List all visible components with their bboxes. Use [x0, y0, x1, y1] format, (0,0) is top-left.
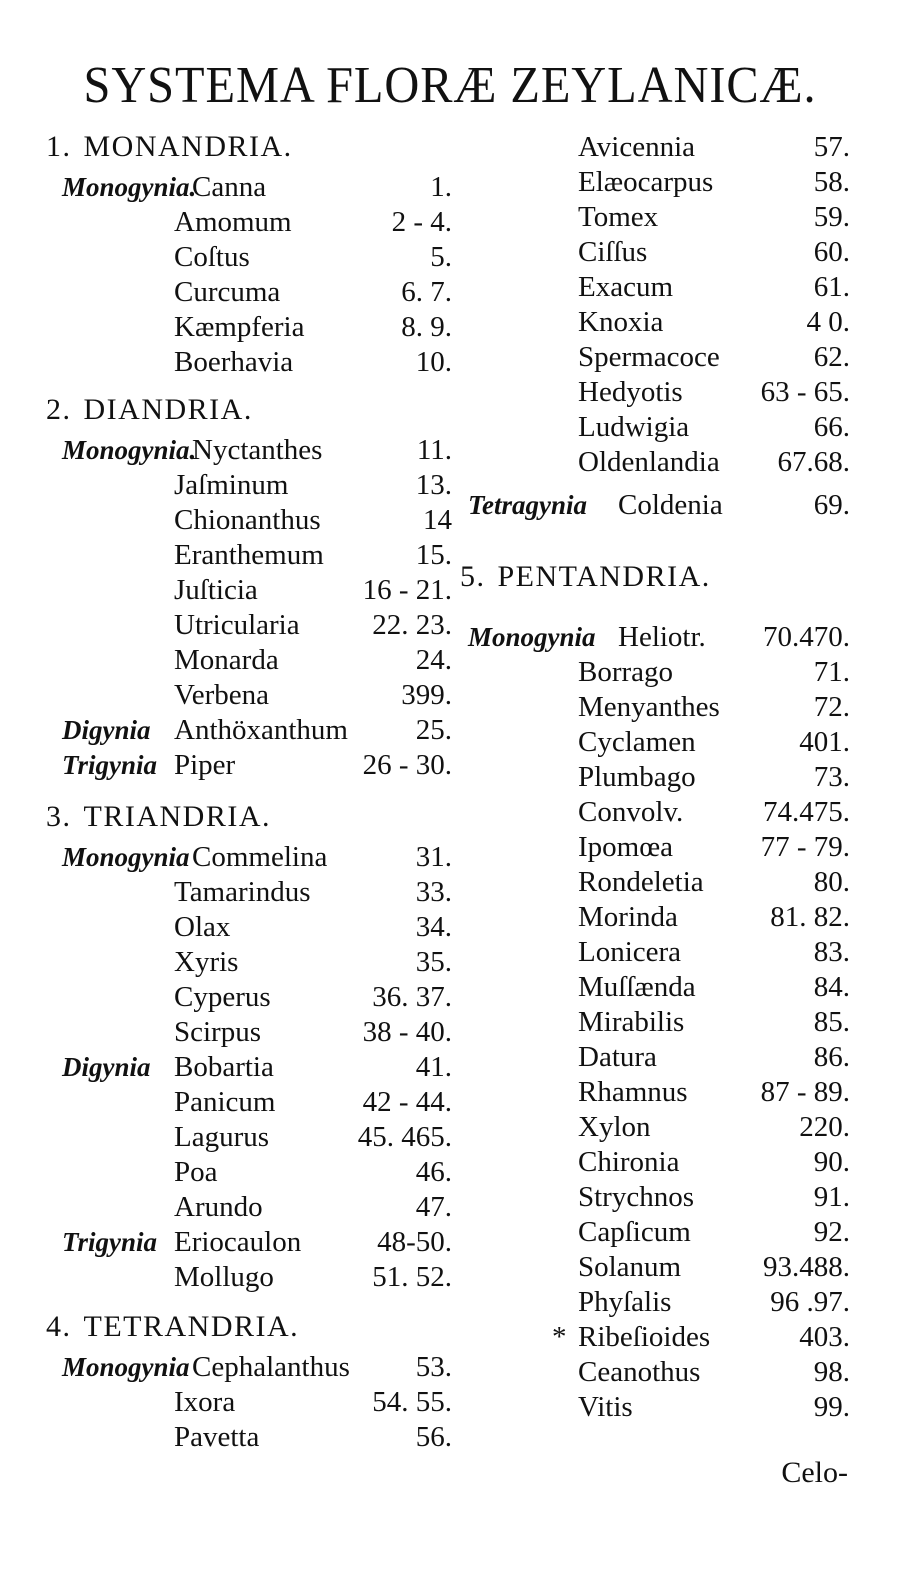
class-heading	[46, 1310, 299, 1344]
page-number: 74.475.	[763, 796, 850, 828]
genus-name: Heliotr.	[618, 621, 706, 653]
page-number: 58.	[813, 166, 850, 198]
genus-name: Nyctanthes	[192, 434, 323, 466]
list-item	[62, 1120, 452, 1154]
genus-name: Cephalanthus	[192, 1351, 350, 1383]
genus-name: Xyris	[174, 946, 239, 978]
page-title: SYSTEMA FLORÆ ZEYLANICÆ.	[83, 57, 817, 114]
page-number: 399.	[401, 679, 452, 711]
list-item	[62, 1085, 452, 1119]
list-item	[468, 1390, 850, 1424]
list-item	[468, 200, 850, 234]
genus-name: Menyanthes	[578, 691, 720, 723]
asterisk-mark: *	[552, 1321, 567, 1353]
genus-name: Ribeſioides	[578, 1321, 711, 1353]
list-item	[468, 1250, 850, 1284]
page-number: 57.	[813, 131, 850, 163]
list-item	[468, 725, 850, 759]
genus-name: Lagurus	[174, 1121, 270, 1153]
list-item	[468, 1040, 850, 1074]
order-label: Monogynia	[62, 1352, 190, 1382]
list-item	[468, 900, 850, 934]
page-number: 38 - 40.	[362, 1016, 452, 1048]
genus-name: Olax	[174, 911, 231, 943]
page-number: 47.	[415, 1191, 452, 1223]
page-number: 26 - 30.	[362, 749, 452, 781]
list-item	[62, 433, 452, 467]
genus-name: Hedyotis	[578, 376, 683, 408]
list-item	[468, 1110, 850, 1144]
genus-name: Vitis	[578, 1391, 633, 1423]
order-label: Trigynia	[62, 1227, 158, 1257]
class-number: 1.	[46, 130, 72, 163]
genus-name: Ixora	[174, 1386, 236, 1418]
list-item	[468, 620, 850, 654]
page-number: 51. 52.	[372, 1261, 452, 1293]
page-number: 22. 23.	[372, 609, 452, 641]
list-item	[468, 1285, 850, 1319]
page-number: 86.	[813, 1041, 850, 1073]
page-number: 69.	[813, 489, 850, 521]
list-item	[62, 1350, 452, 1384]
list-item	[62, 170, 452, 204]
page-number: 83.	[813, 936, 850, 968]
class-number: 5.	[460, 560, 486, 593]
genus-name: Monarda	[174, 644, 279, 676]
page-number: 61.	[813, 271, 850, 303]
page-number: 48-50.	[377, 1226, 452, 1258]
page-number: 73.	[813, 761, 850, 793]
genus-name: Xylon	[578, 1111, 651, 1143]
list-item	[468, 830, 850, 864]
genus-name: Knoxia	[578, 306, 664, 338]
class-name: TETRANDRIA.	[83, 1310, 300, 1343]
list-item	[468, 1075, 850, 1109]
page-number: 46.	[415, 1156, 452, 1188]
class-heading	[46, 393, 253, 427]
genus-name: Phyſalis	[578, 1286, 672, 1318]
list-item	[62, 468, 452, 502]
genus-name: Kæmpferia	[174, 311, 305, 343]
page-number: 81. 82.	[770, 901, 850, 933]
list-item	[468, 375, 850, 409]
genus-name: Cyclamen	[578, 726, 696, 758]
class-name: DIANDRIA.	[83, 393, 253, 426]
genus-name: Rhamnus	[578, 1076, 688, 1108]
genus-name: Spermacoce	[578, 341, 720, 373]
genus-name: Mollugo	[174, 1261, 274, 1293]
list-item	[62, 310, 452, 344]
list-item	[62, 205, 452, 239]
page-number: 31.	[415, 841, 452, 873]
list-item	[468, 655, 850, 689]
list-item	[468, 1180, 850, 1214]
genus-name: Capſicum	[578, 1216, 691, 1248]
genus-name: Pavetta	[174, 1421, 260, 1453]
class-name: TRIANDRIA.	[83, 800, 271, 833]
list-item	[62, 573, 452, 607]
list-item	[62, 1260, 452, 1294]
list-item	[62, 1155, 452, 1189]
genus-name: Lonicera	[578, 936, 682, 968]
genus-name: Arundo	[174, 1191, 263, 1223]
list-item	[468, 760, 850, 794]
page-number: 33.	[415, 876, 452, 908]
list-item	[468, 1005, 850, 1039]
page-number: 401.	[799, 726, 850, 758]
order-label: Monogynia.	[62, 172, 197, 202]
order-label: Tetragynia	[468, 490, 588, 520]
page-number: 66.	[813, 411, 850, 443]
class-heading	[460, 560, 711, 594]
list-item	[468, 130, 850, 164]
genus-name: Solanum	[578, 1251, 682, 1283]
genus-name: Ceanothus	[578, 1356, 701, 1388]
list-item	[468, 795, 850, 829]
order-label: Digynia	[62, 715, 151, 745]
page-number: 84.	[813, 971, 850, 1003]
genus-name: Tamarindus	[174, 876, 311, 908]
class-heading	[46, 800, 271, 834]
genus-name: Piper	[174, 749, 236, 781]
page-number: 80.	[813, 866, 850, 898]
page-number: 41.	[415, 1051, 452, 1083]
genus-name: Eriocaulon	[174, 1226, 302, 1258]
page-number: 60.	[813, 236, 850, 268]
page-number: 45. 465.	[357, 1121, 452, 1153]
list-item	[468, 410, 850, 444]
page-number: 92.	[813, 1216, 850, 1248]
class-number: 3.	[46, 800, 72, 833]
list-item	[62, 1385, 452, 1419]
genus-name: Coſtus	[174, 241, 250, 273]
genus-name: Juſticia	[174, 574, 258, 606]
page-number: 85.	[813, 1006, 850, 1038]
page-number: 10.	[415, 346, 452, 378]
order-label: Monogynia	[62, 842, 190, 872]
page-number: 59.	[813, 201, 850, 233]
list-item	[468, 1145, 850, 1179]
page-number: 4 0.	[806, 306, 850, 338]
class-number: 2.	[46, 393, 72, 426]
page-number: 11.	[416, 434, 452, 466]
genus-name: Curcuma	[174, 276, 281, 308]
genus-name: Eranthemum	[174, 539, 324, 571]
page-number: 67.68.	[777, 446, 850, 478]
order-label: Monogynia	[468, 622, 596, 652]
genus-name: Strychnos	[578, 1181, 694, 1213]
genus-name: Muſſænda	[578, 971, 696, 1003]
list-item	[62, 910, 452, 944]
list-item	[468, 165, 850, 199]
list-item	[468, 690, 850, 724]
genus-name: Ipomœa	[578, 831, 674, 863]
page-number: 96 .97.	[770, 1286, 850, 1318]
list-item	[62, 1190, 452, 1224]
genus-name: Morinda	[578, 901, 678, 933]
list-item	[62, 678, 452, 712]
page-number: 25.	[415, 714, 452, 746]
list-item	[62, 1015, 452, 1049]
list-item	[62, 503, 452, 537]
page-number: 13.	[415, 469, 452, 501]
genus-name: Canna	[192, 171, 267, 203]
genus-name: Plumbago	[578, 761, 696, 793]
genus-name: Commelina	[192, 841, 328, 873]
list-item	[468, 865, 850, 899]
page-number: 6. 7.	[401, 276, 452, 308]
genus-name: Borrago	[578, 656, 674, 688]
genus-name: Convolv.	[578, 796, 684, 828]
genus-name: Tomex	[578, 201, 659, 233]
genus-name: Poa	[174, 1156, 218, 1188]
page-number: 5.	[430, 241, 452, 273]
page-number: 56.	[415, 1421, 452, 1453]
genus-name: Oldenlandia	[578, 446, 720, 478]
genus-name: Bobartia	[174, 1051, 274, 1083]
genus-name: Boerhavia	[174, 346, 294, 378]
genus-name: Datura	[578, 1041, 657, 1073]
page-number: 54. 55.	[372, 1386, 452, 1418]
page-number: 15.	[415, 539, 452, 571]
genus-name: Chironia	[578, 1146, 680, 1178]
list-item	[62, 608, 452, 642]
list-item	[62, 1225, 452, 1259]
list-item	[468, 1320, 850, 1354]
list-item	[468, 445, 850, 479]
genus-name: Mirabilis	[578, 1006, 685, 1038]
page-number: 71.	[813, 656, 850, 688]
class-name: MONANDRIA.	[83, 130, 293, 163]
class-heading	[46, 130, 293, 164]
class-number: 4.	[46, 1310, 72, 1343]
list-item	[62, 345, 452, 379]
list-item	[468, 305, 850, 339]
genus-name: Ludwigia	[578, 411, 690, 443]
order-label: Digynia	[62, 1052, 151, 1082]
page-number: 72.	[813, 691, 850, 723]
genus-name: Elæocarpus	[578, 166, 714, 198]
list-item	[62, 840, 452, 874]
page-number: 403.	[799, 1321, 850, 1353]
genus-name: Utricularia	[174, 609, 300, 641]
list-item	[468, 970, 850, 1004]
list-item	[62, 643, 452, 677]
page-number: 1.	[430, 171, 452, 203]
list-item	[62, 875, 452, 909]
page-number: 34.	[415, 911, 452, 943]
genus-name: Amomum	[174, 206, 292, 238]
list-item	[62, 980, 452, 1014]
page-number: 91.	[813, 1181, 850, 1213]
list-item	[62, 275, 452, 309]
page-number: 220.	[799, 1111, 850, 1143]
page-number: 36. 37.	[372, 981, 452, 1013]
genus-name: Verbena	[174, 679, 270, 711]
list-item	[468, 1215, 850, 1249]
list-item	[62, 1050, 452, 1084]
page-number: 99.	[813, 1391, 850, 1423]
genus-name: Coldenia	[618, 489, 723, 521]
genus-name: Jaſminum	[174, 469, 289, 501]
page-number: 87 - 89.	[760, 1076, 850, 1108]
page-number: 70.470.	[763, 621, 850, 653]
page-number: 16 - 21.	[362, 574, 452, 606]
list-item	[468, 340, 850, 374]
list-item	[62, 713, 452, 747]
list-item	[468, 488, 850, 522]
page-number: 14	[423, 504, 452, 536]
list-item	[468, 235, 850, 269]
genus-name: Avicennia	[578, 131, 696, 163]
list-item	[468, 1355, 850, 1389]
list-item	[62, 240, 452, 274]
page-number: 24.	[415, 644, 452, 676]
list-item	[62, 945, 452, 979]
page-number: 77 - 79.	[760, 831, 850, 863]
page-number: 62.	[813, 341, 850, 373]
page-number: 35.	[415, 946, 452, 978]
list-item	[62, 748, 452, 782]
genus-name: Anthöxanthum	[174, 714, 348, 746]
page-number: 93.488.	[763, 1251, 850, 1283]
page-number: 42 - 44.	[362, 1086, 452, 1118]
order-label: Trigynia	[62, 750, 158, 780]
page-number: 2 - 4.	[391, 206, 452, 238]
order-label: Monogynia.	[62, 435, 197, 465]
page-number: 53.	[415, 1351, 452, 1383]
list-item	[62, 538, 452, 572]
genus-name: Scirpus	[174, 1016, 261, 1048]
page-number: 8. 9.	[401, 311, 452, 343]
list-item	[62, 1420, 452, 1454]
list-item	[468, 935, 850, 969]
page-number: 98.	[813, 1356, 850, 1388]
page-number: 90.	[813, 1146, 850, 1178]
genus-name: Rondeletia	[578, 866, 704, 898]
list-item	[468, 270, 850, 304]
catchword: Celo-	[781, 1456, 848, 1489]
page-number: 63 - 65.	[760, 376, 850, 408]
genus-name: Cyperus	[174, 981, 271, 1013]
genus-name: Exacum	[578, 271, 674, 303]
class-name: PENTANDRIA.	[497, 560, 711, 593]
genus-name: Ciſſus	[578, 236, 648, 268]
genus-name: Chionanthus	[174, 504, 321, 536]
genus-name: Panicum	[174, 1086, 276, 1118]
